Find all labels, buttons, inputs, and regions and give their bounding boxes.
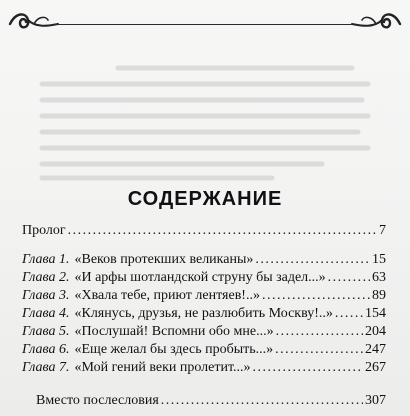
toc-entry-page: 267 [365, 360, 386, 375]
chapter-label: Глава 2. [22, 270, 70, 285]
dot-leader [275, 341, 363, 359]
chapter-label: Глава 7. [22, 360, 70, 375]
dot-leader [68, 222, 377, 240]
dot-leader [255, 251, 370, 269]
toc-entry-chapter-7 [22, 359, 386, 377]
toc-entry-page: 204 [365, 324, 386, 339]
toc-entry-page: 7 [379, 223, 386, 238]
page-title: СОДЕРЖАНИЕ [127, 188, 283, 210]
toc-entry-title: «Послушай! Вспомни обо мне...» [74, 324, 274, 339]
toc-entry-title: Вместо послесловия [36, 393, 159, 408]
chapter-label: Глава 4. [22, 306, 70, 321]
toc-entry-page: 89 [372, 288, 386, 303]
toc-entry-chapter-1 [22, 251, 386, 269]
toc-entry-chapter-5 [22, 323, 386, 341]
toc-entry-page: 307 [365, 393, 386, 408]
dot-leader [262, 287, 370, 305]
dot-leader [253, 359, 363, 377]
chapter-label: Глава 5. [22, 324, 70, 339]
toc-entry-title: «Веков протекших великаны» [74, 252, 254, 267]
toc-entry-title: «Мой гений веки пролетит...» [74, 360, 251, 375]
toc-entry-title: «Хвала тебе, приют лентяев!..» [74, 288, 260, 303]
header-rule [52, 24, 358, 25]
chapter-label: Глава 3. [22, 288, 70, 303]
chapter-label: Глава 1. [22, 252, 70, 267]
dot-leader [328, 269, 370, 287]
dot-leader [161, 392, 363, 410]
page-header [0, 0, 410, 48]
toc-entry-page: 15 [372, 252, 386, 267]
toc-entry-afterword [22, 392, 386, 410]
dot-leader [276, 323, 363, 341]
toc-entry-chapter-3 [22, 287, 386, 305]
bleed-through-text [22, 58, 388, 184]
toc-entry-page: 63 [372, 270, 386, 285]
chapter-label: Глава 6. [22, 342, 70, 357]
dot-leader [335, 305, 363, 323]
flourish-right-icon [350, 10, 402, 38]
toc-entry-title: Пролог [22, 223, 66, 238]
toc-entry-prologue [22, 222, 386, 240]
toc-entry-chapter-2 [22, 269, 386, 287]
toc-entry-title: «Клянусь, друзья, не разлюбить Москву!..» [74, 306, 333, 321]
toc-entry-chapter-6 [22, 341, 386, 359]
toc-entry-title: «И арфы шотландской струну бы задел...» [74, 270, 326, 285]
toc-entry-page: 154 [365, 306, 386, 321]
toc-entry-chapter-4 [22, 305, 386, 323]
toc-entry-title: «Еще желал бы здесь пробыть...» [74, 342, 274, 357]
toc-entry-page: 247 [365, 342, 386, 357]
